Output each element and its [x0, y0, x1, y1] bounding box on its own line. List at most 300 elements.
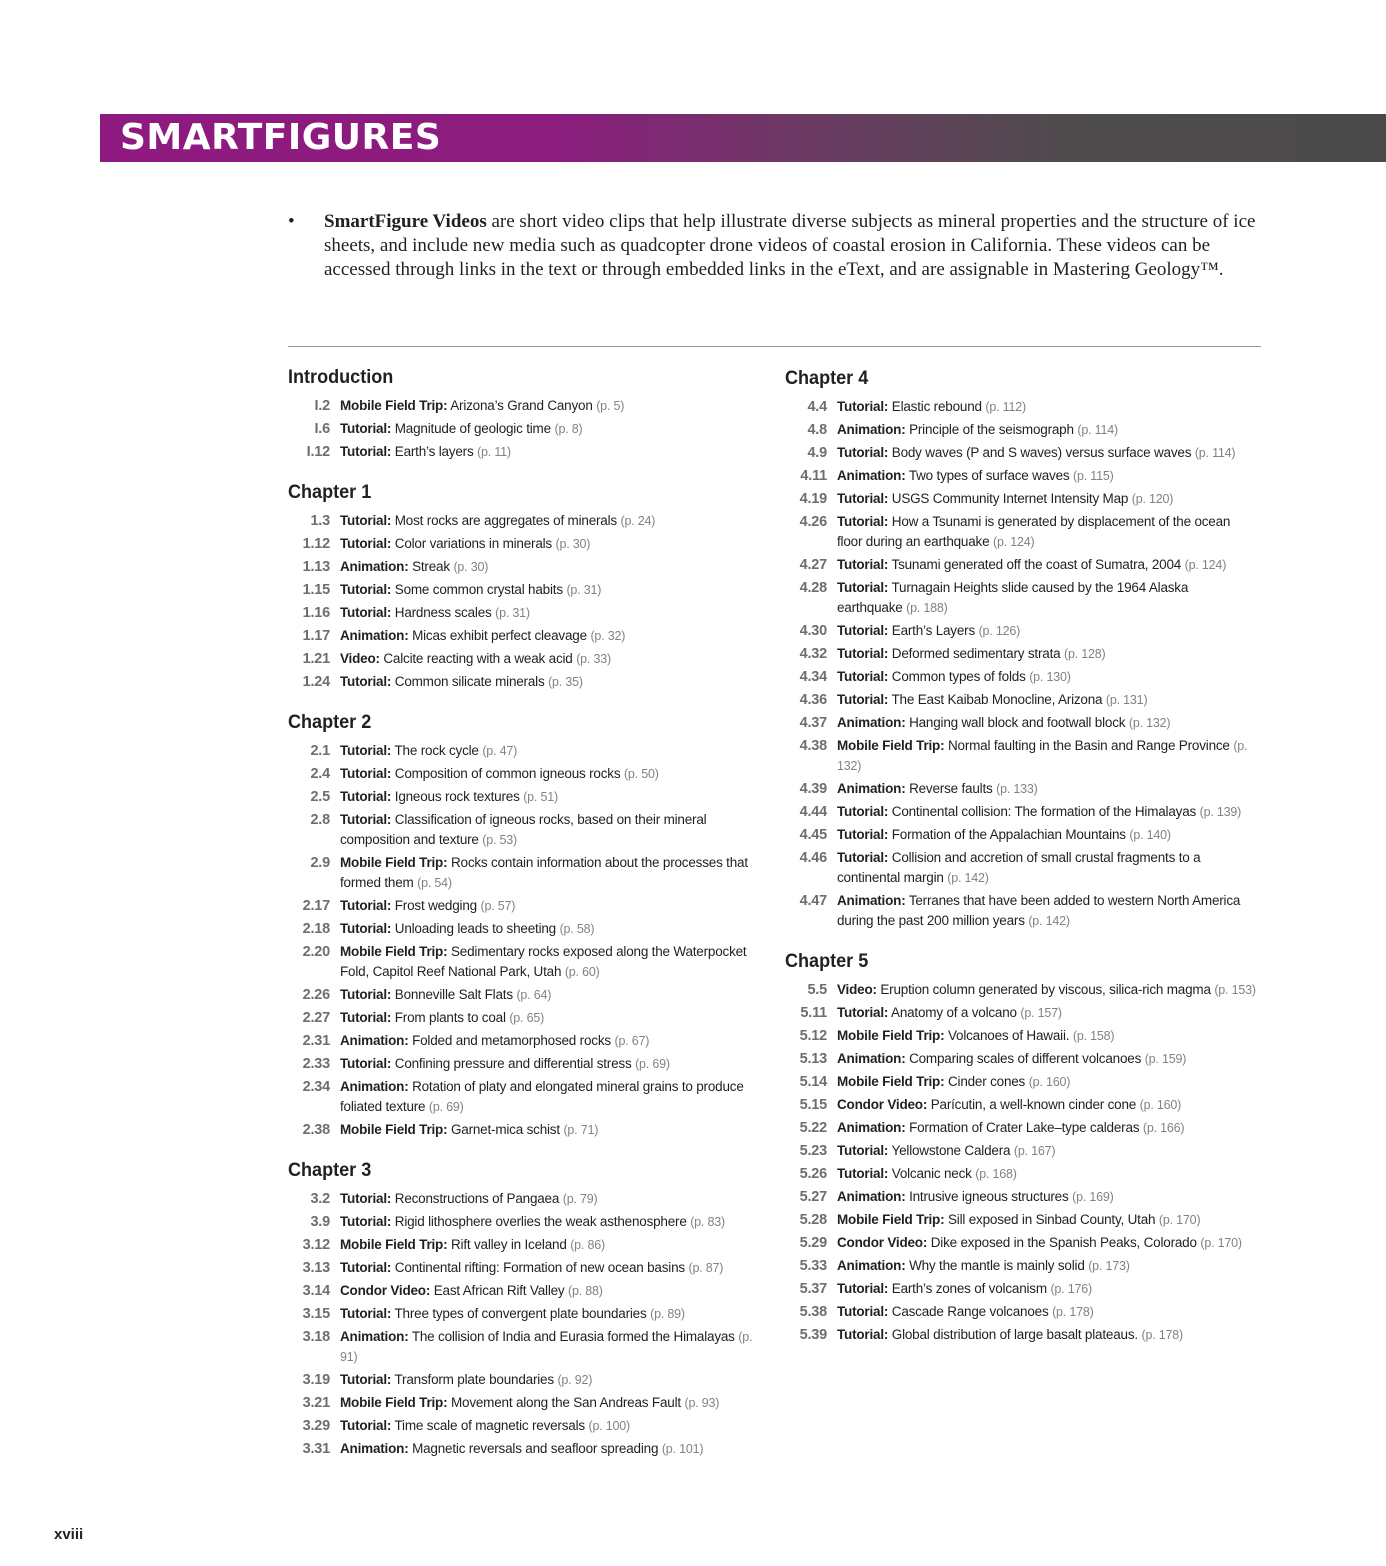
figure-entry[interactable] — [785, 466, 1265, 486]
entry-description: Hanging wall block and footwall block — [909, 715, 1126, 730]
page-reference: (p. 31) — [495, 606, 530, 620]
bullet-marker: • — [288, 211, 295, 232]
figure-entry[interactable] — [288, 1416, 768, 1436]
figure-entry[interactable] — [785, 555, 1265, 575]
intro-text — [324, 210, 1263, 282]
figure-number: 5.29 — [799, 1235, 827, 1251]
page-reference: (p. 83) — [690, 1215, 725, 1229]
media-type: Animation: — [837, 893, 906, 908]
entry-body — [837, 1187, 1265, 1207]
entry-description: Collision and accretion of small crustal fragments to a continental margin — [837, 850, 1201, 885]
figure-number: 4.30 — [799, 623, 827, 639]
figure-number: 2.5 — [310, 789, 330, 805]
entry-body — [837, 644, 1265, 664]
figure-number: 4.36 — [799, 692, 827, 708]
figure-entry[interactable] — [288, 534, 768, 554]
left-column — [288, 366, 768, 1478]
page-reference: (p. 35) — [548, 675, 583, 689]
media-type: Animation: — [340, 1033, 409, 1048]
entry-body — [837, 1003, 1265, 1023]
page-reference: (p. 86) — [570, 1238, 605, 1252]
media-type: Mobile Field Trip: — [340, 1395, 448, 1410]
figure-entry[interactable] — [288, 787, 768, 807]
figure-entry[interactable] — [288, 1008, 768, 1028]
figure-number: 2.38 — [302, 1122, 330, 1138]
media-type: Tutorial: — [340, 789, 392, 804]
media-type: Tutorial: — [340, 582, 392, 597]
entry-body — [340, 1370, 768, 1390]
figure-entry[interactable] — [288, 1281, 768, 1301]
section-title: Chapter 5 — [785, 951, 869, 972]
figure-entry[interactable] — [288, 626, 768, 646]
right-column — [785, 367, 1265, 1364]
figure-entry[interactable] — [288, 1212, 768, 1232]
figure-number: 4.38 — [799, 738, 827, 754]
entry-body — [837, 1095, 1265, 1115]
page-reference: (p. 166) — [1142, 1121, 1185, 1135]
figure-entry[interactable] — [785, 443, 1265, 463]
figure-number: I.12 — [306, 444, 330, 460]
entry-description: USGS Community Internet Intensity Map — [891, 491, 1129, 506]
entry-description: Comparing scales of different volcanoes — [909, 1051, 1142, 1066]
entry-body — [837, 980, 1265, 1000]
entry-body — [340, 787, 768, 807]
media-type: Tutorial: — [340, 766, 392, 781]
media-type: Tutorial: — [340, 1372, 392, 1387]
figure-number: 3.19 — [302, 1372, 330, 1388]
page-reference: (p. 60) — [564, 965, 600, 979]
figure-number: 3.14 — [302, 1283, 330, 1299]
entry-description: Yellowstone Caldera — [891, 1143, 1011, 1158]
figure-number: 4.28 — [799, 580, 827, 596]
entry-description: Time scale of magnetic reversals — [394, 1418, 585, 1433]
section — [288, 481, 768, 692]
figure-entry[interactable] — [785, 1325, 1265, 1345]
figure-number: 5.12 — [799, 1028, 827, 1044]
figure-number: 3.12 — [302, 1237, 330, 1253]
entry-body — [837, 1118, 1265, 1138]
media-type: Tutorial: — [340, 536, 392, 551]
figure-entry[interactable] — [288, 1258, 768, 1278]
entry-body — [837, 802, 1265, 822]
figure-entry[interactable] — [785, 1164, 1265, 1184]
figure-number: 2.18 — [302, 921, 330, 937]
page-reference: (p. 11) — [477, 445, 511, 459]
page-reference: (p. 132) — [1128, 716, 1171, 730]
entry-description: Movement along the San Andreas Fault — [450, 1395, 681, 1410]
figure-entry[interactable] — [785, 644, 1265, 664]
figure-entry[interactable] — [785, 736, 1265, 776]
entry-body — [340, 1077, 768, 1117]
figure-number: 5.39 — [799, 1327, 827, 1343]
media-type: Animation: — [837, 1258, 906, 1273]
page-reference: (p. 176) — [1050, 1282, 1092, 1296]
entry-description: Body waves (P and S waves) versus surface waves — [891, 445, 1192, 460]
entry-body — [837, 420, 1265, 440]
entry-body — [837, 1233, 1265, 1253]
entry-body — [837, 443, 1265, 463]
entry-body — [837, 1302, 1265, 1322]
entry-description: Eruption column generated by viscous, silica-rich magma — [880, 982, 1211, 997]
media-type: Tutorial: — [837, 1281, 889, 1296]
figure-number: 2.20 — [302, 944, 330, 960]
figure-entry[interactable] — [785, 1187, 1265, 1207]
entry-body — [837, 578, 1265, 618]
figure-entry[interactable] — [288, 649, 768, 669]
entry-body — [837, 512, 1265, 552]
figure-entry[interactable] — [785, 825, 1265, 845]
entry-body — [837, 1049, 1265, 1069]
figure-entry[interactable] — [785, 713, 1265, 733]
entry-description: Three types of convergent plate boundaries — [394, 1306, 647, 1321]
entry-body — [340, 396, 768, 416]
section — [288, 711, 768, 1140]
figure-entry[interactable] — [785, 1003, 1265, 1023]
figure-number: 3.18 — [302, 1329, 330, 1345]
entry-body — [340, 942, 768, 982]
figure-number: I.6 — [314, 421, 330, 437]
figure-number: 3.13 — [302, 1260, 330, 1276]
entry-description: Hardness scales — [394, 605, 492, 620]
page-reference: (p. 5) — [596, 399, 625, 413]
entry-description: Principle of the seismograph — [909, 422, 1074, 437]
entry-description: Why the mantle is mainly solid — [909, 1258, 1085, 1273]
entry-description: Cascade Range volcanoes — [891, 1304, 1049, 1319]
entry-body — [340, 1054, 768, 1074]
page-reference: (p. 93) — [684, 1396, 720, 1410]
entry-description: The rock cycle — [394, 743, 479, 758]
figure-number: 5.26 — [799, 1166, 827, 1182]
figure-entry[interactable] — [288, 1120, 768, 1140]
entry-body — [837, 555, 1265, 575]
figure-entry[interactable] — [288, 557, 768, 577]
media-type: Tutorial: — [837, 1143, 889, 1158]
media-type: Tutorial: — [837, 514, 889, 529]
page-reference: (p. 128) — [1064, 647, 1106, 661]
figure-entry[interactable] — [785, 1141, 1265, 1161]
figure-entry[interactable] — [288, 1393, 768, 1413]
figure-entry[interactable] — [785, 1279, 1265, 1299]
figure-number: 1.24 — [302, 674, 330, 690]
entry-description: Most rocks are aggregates of minerals — [394, 513, 617, 528]
entry-description: Some common crystal habits — [394, 582, 563, 597]
media-type: Tutorial: — [837, 557, 889, 572]
entry-description: Folded and metamorphosed rocks — [412, 1033, 611, 1048]
intro-lead: SmartFigure Videos — [324, 211, 487, 232]
media-type: Mobile Field Trip: — [340, 398, 448, 413]
figure-entry[interactable] — [288, 672, 768, 692]
figure-entry[interactable] — [785, 621, 1265, 641]
figure-entry[interactable] — [785, 802, 1265, 822]
figure-entry[interactable] — [288, 741, 768, 761]
entry-body — [837, 825, 1265, 845]
media-type: Animation: — [837, 781, 906, 796]
page-reference: (p. 65) — [509, 1011, 545, 1025]
entry-description: Earth’s zones of volcanism — [891, 1281, 1047, 1296]
figure-entry[interactable] — [288, 419, 768, 439]
figure-entry[interactable] — [288, 1054, 768, 1074]
figure-number: 5.11 — [800, 1005, 827, 1021]
entry-body — [340, 626, 768, 646]
figure-entry[interactable] — [288, 985, 768, 1005]
figure-entry[interactable] — [288, 1077, 768, 1117]
page-reference: (p. 50) — [623, 767, 659, 781]
page-reference: (p. 120) — [1131, 492, 1174, 506]
figure-entry[interactable] — [785, 667, 1265, 687]
page-reference: (p. 53) — [482, 833, 518, 847]
media-type: Tutorial: — [340, 1010, 392, 1025]
entry-body — [340, 919, 768, 939]
figure-entry[interactable] — [785, 1049, 1265, 1069]
entry-description: Volcanic neck — [891, 1166, 972, 1181]
figure-number: 4.8 — [807, 422, 827, 438]
figure-entry[interactable] — [288, 810, 768, 850]
media-type: Mobile Field Trip: — [837, 1028, 945, 1043]
figure-entry[interactable] — [288, 1189, 768, 1209]
entry-body — [340, 1120, 768, 1140]
entry-body — [340, 603, 768, 623]
figure-entry[interactable] — [288, 896, 768, 916]
media-type: Animation: — [837, 715, 906, 730]
page-reference: (p. 8) — [554, 422, 583, 436]
section-title: Chapter 4 — [785, 368, 869, 389]
media-type: Mobile Field Trip: — [340, 1122, 448, 1137]
figure-entry[interactable] — [288, 919, 768, 939]
entry-description: Reverse faults — [909, 781, 993, 796]
entry-description: The collision of India and Eurasia formed the Himalayas — [411, 1329, 735, 1344]
figure-number: 2.9 — [310, 855, 330, 871]
page-reference: (p. 101) — [661, 1442, 704, 1456]
page-reference: (p. 58) — [559, 922, 595, 936]
figure-entry[interactable] — [785, 1118, 1265, 1138]
section-title: Chapter 1 — [288, 482, 372, 503]
page-reference: (p. 114) — [1077, 423, 1118, 437]
entry-description: Micas exhibit perfect cleavage — [412, 628, 587, 643]
figure-entry[interactable] — [288, 942, 768, 982]
media-type: Tutorial: — [340, 444, 392, 459]
entry-body — [837, 1141, 1265, 1161]
figure-entry[interactable] — [785, 980, 1265, 1000]
figure-entry[interactable] — [288, 853, 768, 893]
page-reference: (p. 178) — [1052, 1305, 1094, 1319]
page-title: SMARTFIGURES — [120, 117, 442, 158]
figure-number: 5.28 — [799, 1212, 827, 1228]
figure-number: 1.12 — [302, 536, 330, 552]
entry-body — [340, 534, 768, 554]
entry-description: Composition of common igneous rocks — [394, 766, 621, 781]
entry-description: The East Kaibab Monocline, Arizona — [891, 692, 1103, 707]
page-reference: (p. 131) — [1105, 693, 1148, 707]
figure-number: 2.31 — [302, 1033, 330, 1049]
figure-entry[interactable] — [288, 1327, 768, 1367]
media-type: Tutorial: — [837, 399, 889, 414]
entry-body — [340, 511, 768, 531]
entry-description: From plants to coal — [394, 1010, 506, 1025]
figure-number: 5.14 — [799, 1074, 827, 1090]
entry-description: Classification of igneous rocks, based on their mineral composition and texture — [340, 812, 707, 847]
figure-entry[interactable] — [785, 420, 1265, 440]
figure-entry[interactable] — [785, 1072, 1265, 1092]
figure-entry[interactable] — [288, 1031, 768, 1051]
media-type: Tutorial: — [837, 646, 889, 661]
entry-body — [340, 1189, 768, 1209]
media-type: Tutorial: — [837, 491, 889, 506]
media-type: Condor Video: — [837, 1235, 928, 1250]
figure-number: 3.21 — [302, 1395, 330, 1411]
entry-description: Reconstructions of Pangaea — [394, 1191, 560, 1206]
entry-description: Tsunami generated off the coast of Sumatra, 2004 — [891, 557, 1182, 572]
page-reference: (p. 142) — [1028, 914, 1070, 928]
media-type: Tutorial: — [340, 987, 392, 1002]
media-type: Mobile Field Trip: — [340, 944, 448, 959]
media-type: Tutorial: — [340, 513, 392, 528]
figure-number: 3.31 — [302, 1441, 330, 1457]
entry-body — [837, 848, 1265, 888]
figure-entry[interactable] — [288, 1370, 768, 1390]
entry-description: Rift valley in Iceland — [450, 1237, 567, 1252]
entry-description: Anatomy of a volcano — [891, 1005, 1017, 1020]
entry-body — [340, 1393, 768, 1413]
figure-entry[interactable] — [288, 442, 768, 462]
figure-number: 2.33 — [302, 1056, 330, 1072]
figure-number: 1.17 — [302, 628, 330, 644]
media-type: Tutorial: — [837, 827, 889, 842]
figure-number: 2.17 — [302, 898, 330, 914]
media-type: Mobile Field Trip: — [340, 855, 448, 870]
entry-body — [340, 1212, 768, 1232]
page-reference: (p. 133) — [996, 782, 1038, 796]
entry-body — [837, 1279, 1265, 1299]
media-type: Mobile Field Trip: — [837, 738, 945, 753]
entry-description: Confining pressure and differential stress — [394, 1056, 632, 1071]
figure-entry[interactable] — [785, 779, 1265, 799]
figure-number: 2.34 — [302, 1079, 330, 1095]
page-reference: (p. 51) — [523, 790, 558, 804]
media-type: Tutorial: — [340, 743, 392, 758]
figure-entry[interactable] — [785, 489, 1265, 509]
figure-entry[interactable] — [785, 690, 1265, 710]
figure-number: 4.47 — [799, 893, 827, 909]
media-type: Tutorial: — [837, 669, 889, 684]
entry-description: Intrusive igneous structures — [909, 1189, 1069, 1204]
page-reference: (p. 132) — [837, 739, 1248, 773]
entry-body — [837, 713, 1265, 733]
entry-body — [837, 667, 1265, 687]
figure-number: 4.19 — [799, 491, 827, 507]
figure-entry[interactable] — [785, 848, 1265, 888]
entry-description: Frost wedging — [394, 898, 477, 913]
page-reference: (p. 91) — [340, 1330, 753, 1364]
figure-number: I.2 — [314, 398, 330, 414]
entry-description: Arizona’s Grand Canyon — [450, 398, 593, 413]
intro-paragraph — [288, 210, 1263, 282]
figure-entry[interactable] — [785, 397, 1265, 417]
media-type: Animation: — [837, 468, 906, 483]
media-type: Tutorial: — [837, 445, 889, 460]
page-reference: (p. 69) — [428, 1100, 464, 1114]
figure-number: 2.26 — [302, 987, 330, 1003]
figure-entry[interactable] — [785, 891, 1265, 931]
entry-body — [340, 442, 768, 462]
media-type: Tutorial: — [837, 850, 889, 865]
media-type: Tutorial: — [837, 580, 889, 595]
figure-number: 2.8 — [310, 812, 330, 828]
entry-body — [837, 736, 1265, 776]
entry-description: Magnetic reversals and seafloor spreading — [412, 1441, 659, 1456]
header-banner — [100, 114, 1386, 162]
figure-entry[interactable] — [288, 511, 768, 531]
page-reference: (p. 87) — [688, 1261, 724, 1275]
entry-body — [340, 1416, 768, 1436]
figure-entry[interactable] — [785, 1095, 1265, 1115]
page-number: xviii — [54, 1526, 84, 1543]
media-type: Tutorial: — [340, 1191, 392, 1206]
entry-description: Volcanoes of Hawaii. — [947, 1028, 1070, 1043]
page-reference: (p. 100) — [588, 1419, 630, 1433]
page-reference: (p. 170) — [1200, 1236, 1242, 1250]
figure-number: 1.16 — [302, 605, 330, 621]
figure-entry[interactable] — [288, 1235, 768, 1255]
figure-number: 5.13 — [799, 1051, 827, 1067]
entry-body — [340, 1031, 768, 1051]
entry-description: Turnagain Heights slide caused by the 1964 Alaska earthquake — [837, 580, 1189, 615]
entry-body — [837, 489, 1265, 509]
entry-body — [340, 1258, 768, 1278]
figure-entry[interactable] — [785, 1302, 1265, 1322]
entry-description: Sedimentary rocks exposed along the Waterpocket Fold, Capitol Reef National Park, Utah — [340, 944, 747, 979]
media-type: Animation: — [340, 1441, 409, 1456]
figure-entry[interactable] — [785, 1210, 1265, 1230]
figure-entry[interactable] — [288, 1304, 768, 1324]
media-type: Animation: — [340, 1079, 409, 1094]
media-type: Tutorial: — [837, 692, 889, 707]
section — [288, 366, 768, 462]
entry-body — [340, 557, 768, 577]
page-reference: (p. 178) — [1141, 1328, 1183, 1342]
figure-entry[interactable] — [288, 580, 768, 600]
figure-entry[interactable] — [288, 396, 768, 416]
figure-entry[interactable] — [785, 578, 1265, 618]
figure-entry[interactable] — [785, 1256, 1265, 1276]
entry-description: Color variations in minerals — [394, 536, 552, 551]
section — [785, 950, 1265, 1345]
page-reference: (p. 124) — [992, 535, 1035, 549]
entry-description: How a Tsunami is generated by displacement of the ocean floor during an earthquake — [837, 514, 1231, 549]
entry-body — [837, 1026, 1265, 1046]
media-type: Condor Video: — [837, 1097, 928, 1112]
page-reference: (p. 30) — [453, 560, 489, 574]
media-type: Animation: — [837, 1051, 906, 1066]
figure-entry[interactable] — [288, 1439, 768, 1459]
figure-number: 5.22 — [799, 1120, 827, 1136]
entry-description: Normal faulting in the Basin and Range Province — [947, 738, 1230, 753]
entry-description: Cinder cones — [947, 1074, 1026, 1089]
figure-entry[interactable] — [785, 512, 1265, 552]
entry-body — [837, 1256, 1265, 1276]
media-type: Mobile Field Trip: — [837, 1212, 945, 1227]
figure-entry[interactable] — [785, 1233, 1265, 1253]
entry-body — [837, 690, 1265, 710]
page-reference: (p. 32) — [590, 629, 626, 643]
entry-body — [340, 1008, 768, 1028]
figure-entry[interactable] — [785, 1026, 1265, 1046]
media-type: Tutorial: — [340, 1306, 392, 1321]
entry-body — [340, 1235, 768, 1255]
figure-entry[interactable] — [288, 603, 768, 623]
figure-number: 1.13 — [302, 559, 330, 575]
page-reference: (p. 69) — [635, 1057, 670, 1071]
figure-entry[interactable] — [288, 764, 768, 784]
